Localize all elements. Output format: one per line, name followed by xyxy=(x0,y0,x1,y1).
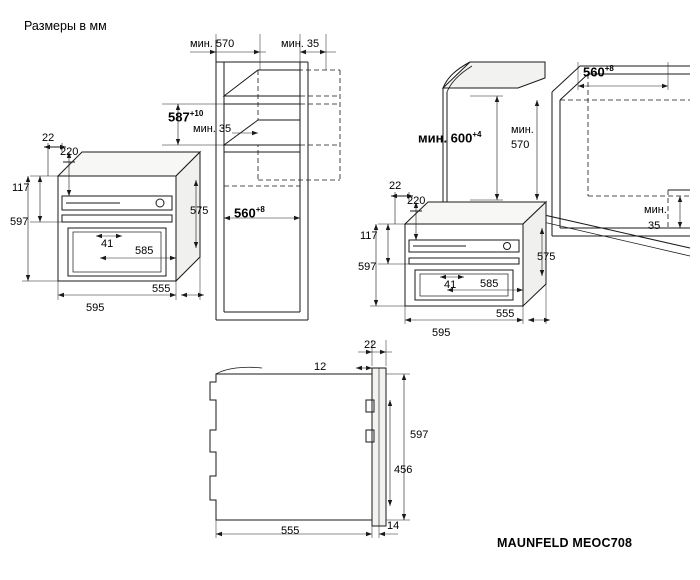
dim-label-22-left: 22 xyxy=(42,132,55,144)
dim-label-min-35-top: мин. 35 xyxy=(281,38,320,50)
view-front-left-oven xyxy=(22,143,204,300)
dim-label-min-570-right-line2: 570 xyxy=(511,139,530,151)
dim-label-14-side: 14 xyxy=(387,520,400,532)
dim-label-12-side: 12 xyxy=(314,361,327,373)
view-side-section xyxy=(210,340,413,538)
dim-label-117-right: 117 xyxy=(360,230,378,242)
dim-label-555-side: 555 xyxy=(281,525,300,537)
dim-label-41-right: 41 xyxy=(444,279,457,291)
page-title: Размеры в мм xyxy=(24,19,107,33)
dim-label-555-left: 555 xyxy=(152,283,171,295)
model-label: MAUNFELD MEOC708 xyxy=(497,536,633,550)
dim-label-456-side: 456 xyxy=(394,464,413,476)
dim-label-555-right: 555 xyxy=(496,308,515,320)
dim-label-220-left: 220 xyxy=(60,146,79,158)
dim-label-585-left: 585 xyxy=(135,245,154,257)
dim-label-22-right: 22 xyxy=(389,180,402,192)
dim-label-597-side: 597 xyxy=(410,429,429,441)
dim-label-min-35-right-line2: 35 xyxy=(648,220,661,232)
dim-label-575-left: 575 xyxy=(190,205,209,217)
dim-label-min-570-right-line1: мин. xyxy=(511,124,534,136)
dim-label-597-left: 597 xyxy=(10,216,29,228)
dim-label-22-side: 22 xyxy=(364,339,377,351)
dim-label-560-plus-8-right: $560^{+8}$ xyxy=(583,64,614,80)
view-right-assembly xyxy=(370,62,690,324)
dim-label-575-right: 575 xyxy=(537,251,556,263)
dim-label-min-600-plus-4: мин. $600^{+4}$ xyxy=(418,130,482,146)
dim-label-220-right: 220 xyxy=(407,195,426,207)
dim-label-597-right: 597 xyxy=(358,261,377,273)
dim-label-560-plus-8-cabinet: $560^{+8}$ xyxy=(234,205,265,221)
dim-label-117-left: 117 xyxy=(12,182,30,194)
dim-label-min-35-right-line1: мин. xyxy=(644,204,667,216)
dim-label-min-570-top: мин. 570 xyxy=(190,38,235,50)
dim-label-41-left: 41 xyxy=(101,238,114,250)
dim-label-585-right: 585 xyxy=(480,278,499,290)
dim-label-587-plus-10: $587^{+10}$ xyxy=(168,109,204,125)
dim-label-595-left: 595 xyxy=(86,302,105,314)
dim-label-min-35-mid: мин. 35 xyxy=(193,123,232,135)
dim-label-595-right: 595 xyxy=(432,327,451,339)
